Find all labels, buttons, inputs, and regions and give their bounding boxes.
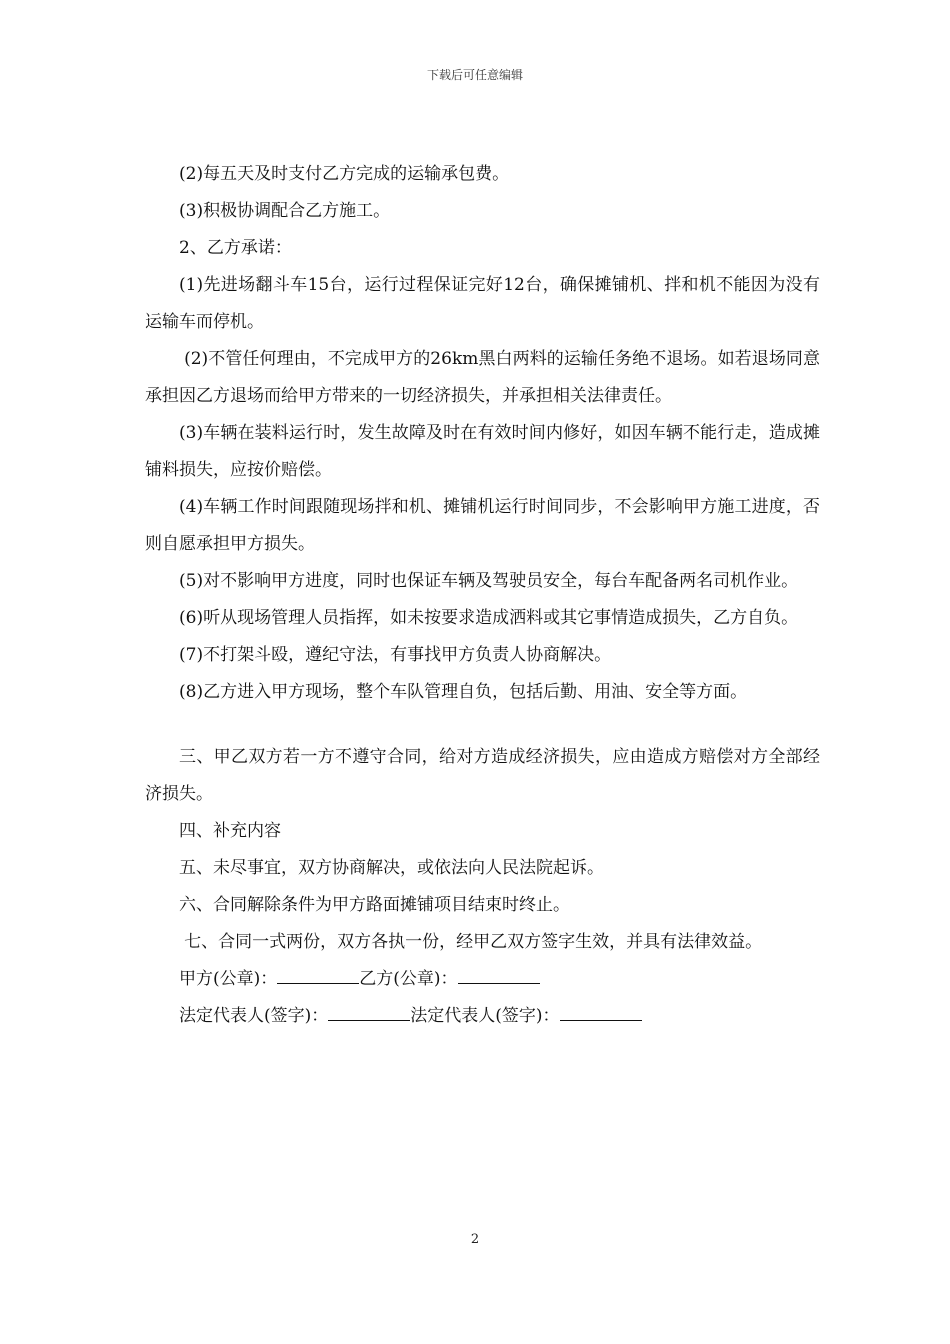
paragraph-gap	[145, 711, 820, 739]
clause-b-7: (7)不打架斗殴，遵纪守法，有事找甲方负责人协商解决。	[179, 645, 612, 665]
party-a-seal-label: 甲方(公章)：	[179, 969, 278, 989]
party-b-rep-blank	[560, 1004, 642, 1021]
section-7: 七、合同一式两份，双方各执一份，经甲乙双方签字生效，并具有法律效益。	[184, 932, 763, 952]
clause-b-8: (8)乙方进入甲方现场，整个车队管理自负，包括后勤、用油、安全等方面。	[179, 682, 748, 702]
party-b-seal-label: 乙方(公章)：	[359, 969, 458, 989]
section-5: 五、未尽事宜，双方协商解决，或依法向人民法院起诉。	[179, 858, 604, 878]
clause-a-2: (2)每五天及时支付乙方完成的运输承包费。	[179, 164, 510, 184]
header-note: 下载后可任意编辑	[426, 68, 523, 82]
clause-b-5: (5)对不影响甲方进度，同时也保证车辆及驾驶员安全，每台车配备两名司机作业。	[179, 571, 799, 591]
document-body	[145, 156, 820, 1035]
section-6: 六、合同解除条件为甲方路面摊铺项目结束时终止。	[179, 895, 570, 915]
party-a-rep-blank	[328, 1004, 410, 1021]
page-number: 2	[470, 1232, 480, 1247]
clause-a-3: (3)积极协调配合乙方施工。	[179, 201, 391, 221]
party-b-seal-blank	[458, 967, 540, 984]
party-a-seal-blank	[277, 967, 359, 984]
clause-b-6: (6)听从现场管理人员指挥，如未按要求造成洒料或其它事情造成损失，乙方自负。	[179, 608, 799, 628]
party-a-rep-label: 法定代表人(签字)：	[179, 1006, 329, 1026]
party-b-rep-label: 法定代表人(签字)：	[410, 1006, 560, 1026]
section-4: 四、补充内容	[179, 821, 281, 841]
section-b-heading: 2、乙方承诺：	[179, 238, 292, 258]
representative-line	[145, 998, 820, 1035]
section-3: 三、甲乙双方若一方不遵守合同，给对方造成经济损失，应由造成方赔偿对方全部经济损失。	[145, 747, 820, 804]
clause-b-3: (3)车辆在装料运行时，发生故障及时在有效时间内修好，如因车辆不能行走，造成摊铺料损失，应按价赔偿。	[145, 423, 820, 480]
clause-b-4: (4)车辆工作时间跟随现场拌和机、摊铺机运行时间同步，不会影响甲方施工进度，否则自愿承担甲方损失。	[145, 497, 820, 554]
clause-b-2: (2)不管任何理由，不完成甲方的26km黑白两料的运输任务绝不退场。如若退场同意承担因乙方退场而给甲方带来的一切经济损失，并承担相关法律责任。	[145, 349, 820, 406]
clause-b-1: (1)先进场翻斗车15台，运行过程保证完好12台，确保摊铺机、拌和机不能因为没有运输车而停机。	[145, 275, 820, 332]
seal-line	[145, 961, 820, 998]
